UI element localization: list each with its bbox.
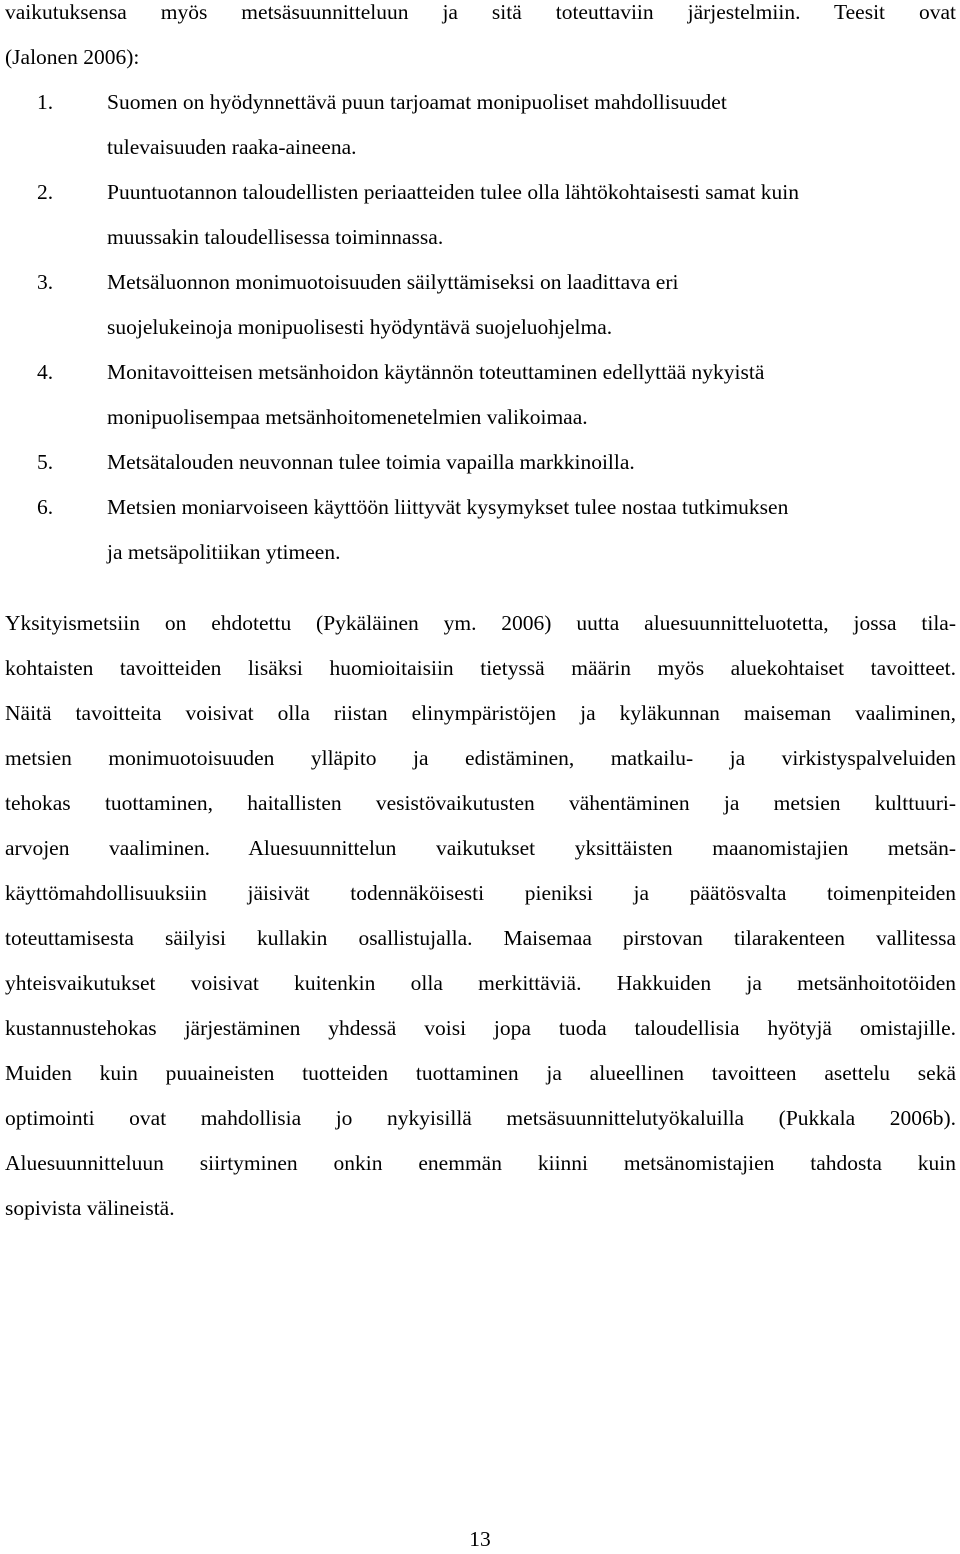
list-item-text: suojelukeinoja monipuolisesti hyödyntävä suojeluohjelma. <box>107 315 613 339</box>
paragraph-line: käyttömahdollisuuksiin jäisivät todennäköisesti pieniksi ja päätösvalta toimenpiteiden <box>5 881 956 905</box>
list-item-number: 6. <box>37 495 54 519</box>
paragraph-line: Aluesuunnitteluun siirtyminen onkin enemmän kiinni metsänomistajien tahdosta kuin <box>5 1151 956 1175</box>
paragraph-line: tehokas tuottaminen, haitallisten vesistövaikutusten vähentäminen ja metsien kulttuuri- <box>5 791 956 815</box>
paragraph-line: optimointi ovat mahdollisia jo nykyisillä metsäsuunnittelutyökaluilla (Pukkala 2006b). <box>5 1106 956 1130</box>
paragraph-line: sopivista välineistä. <box>5 1196 175 1220</box>
paragraph-line: yhteisvaikutukset voisivat kuitenkin olla merkittäviä. Hakkuiden ja metsänhoitotöiden <box>5 971 956 995</box>
paragraph-line: toteuttamisesta säilyisi kullakin osallistujalla. Maisemaa pirstovan tilarakenteen vallitessa <box>5 926 956 950</box>
list-item-number: 5. <box>37 450 54 474</box>
paragraph-line: Näitä tavoitteita voisivat olla riistan elinympäristöjen ja kyläkunnan maiseman vaaliminen, <box>5 701 956 725</box>
list-item-text: Metsien moniarvoiseen käyttöön liittyvät kysymykset tulee nostaa tutkimuksen <box>107 495 789 519</box>
list-item-text: Suomen on hyödynnettävä puun tarjoamat monipuoliset mahdollisuudet <box>107 90 727 114</box>
list-item-number: 4. <box>37 360 54 384</box>
list-item-number: 1. <box>37 90 54 114</box>
intro-line-1: vaikutuksensa myös metsäsuunnitteluun ja sitä toteuttaviin järjestelmiin. Teesit ovat <box>5 0 956 24</box>
list-item-number: 2. <box>37 180 54 204</box>
page-number: 13 <box>469 1527 491 1551</box>
intro-line-2: (Jalonen 2006): <box>5 45 140 69</box>
paragraph-line: Yksityismetsiin on ehdotettu (Pykäläinen ym. 2006) uutta aluesuunnitteluotetta, jossa tila- <box>5 611 956 635</box>
list-item-text: ja metsäpolitiikan ytimeen. <box>107 540 341 564</box>
paragraph-line: Muiden kuin puuaineisten tuotteiden tuottaminen ja alueellinen tavoitteen asettelu sekä <box>5 1061 956 1085</box>
list-item-text: Monitavoitteisen metsänhoidon käytännön toteuttaminen edellyttää nykyistä <box>107 360 765 384</box>
list-item-text: Metsätalouden neuvonnan tulee toimia vapailla markkinoilla. <box>107 450 635 474</box>
list-item-text: muussakin taloudellisessa toiminnassa. <box>107 225 444 249</box>
list-item-text: monipuolisempaa metsänhoitomenetelmien valikoimaa. <box>107 405 588 429</box>
paragraph-line: metsien monimuotoisuuden ylläpito ja edistäminen, matkailu- ja virkistyspalveluiden <box>5 746 956 770</box>
list-item-text: Puuntuotannon taloudellisten periaatteiden tulee olla lähtökohtaisesti samat kuin <box>107 180 800 204</box>
list-item-text: Metsäluonnon monimuotoisuuden säilyttämiseksi on laadittava eri <box>107 270 679 294</box>
paragraph-line: arvojen vaaliminen. Aluesuunnittelun vaikutukset yksittäisten maanomistajien metsän- <box>5 836 956 860</box>
list-item-text: tulevaisuuden raaka-aineena. <box>107 135 357 159</box>
paragraph-line: kustannustehokas järjestäminen yhdessä voisi jopa tuoda taloudellisia hyötyjä omistajille. <box>5 1016 956 1040</box>
paragraph-line: kohtaisten tavoitteiden lisäksi huomioitaisiin tietyssä määrin myös aluekohtaiset tavoitteet. <box>5 656 956 680</box>
list-item-number: 3. <box>37 270 54 294</box>
